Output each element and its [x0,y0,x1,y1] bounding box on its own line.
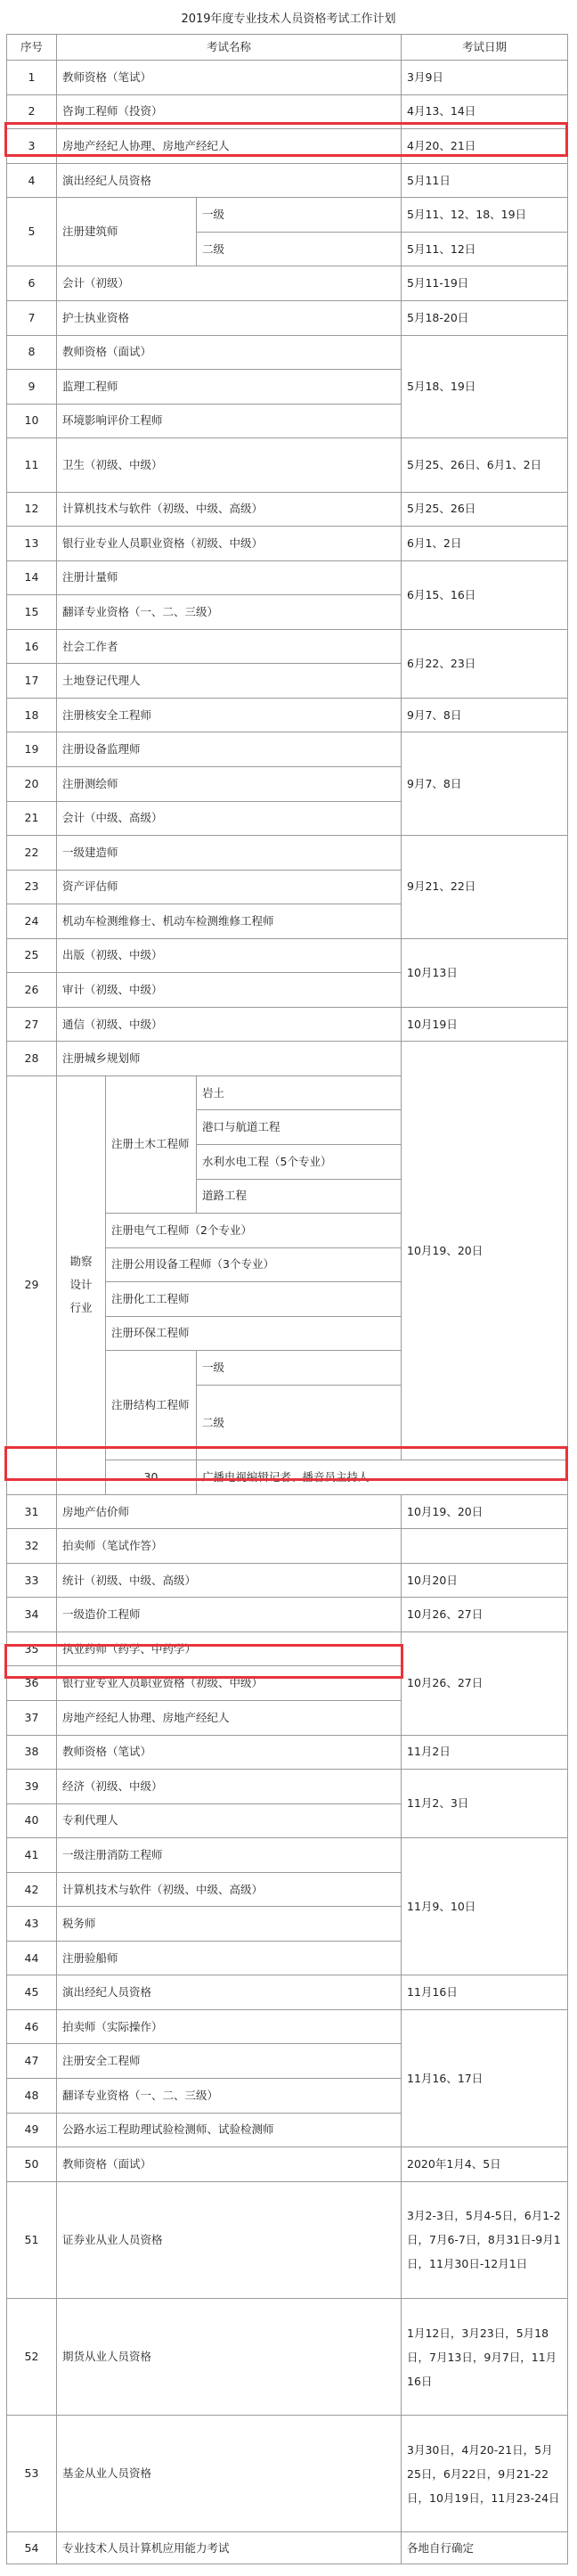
row-seq: 15 [7,595,57,630]
exam-date: 10月19、20日 [402,1042,568,1460]
row-seq: 10 [7,404,57,438]
row-seq: 34 [7,1598,57,1632]
table-row [7,2009,568,2044]
table-row [7,438,568,492]
row-seq: 51 [7,2181,57,2298]
exam-name: 注册城乡规划师 [57,1042,402,1076]
row-seq: 39 [7,1770,57,1804]
row-seq: 20 [7,766,57,801]
exam-date: 11月2、3日 [402,1770,568,1838]
exam-date: 5月18-20日 [402,300,568,335]
exam-date: 2020年1月4、5日 [402,2147,568,2182]
page-title: 2019年度专业技术人员资格考试工作计划 [181,12,396,26]
table-row [7,1735,568,1770]
row-seq: 17 [7,664,57,699]
row-seq: 45 [7,1975,57,2010]
exam-date: 10月13日 [402,938,568,1007]
exam-name: 房地产经纪人协理、房地产经纪人 [57,1701,402,1736]
header-date: 考试日期 [402,35,568,61]
exam-name: 土地登记代理人 [57,664,402,699]
row-seq: 25 [7,938,57,973]
table-row [7,629,568,664]
exam-name: 经济（初级、中级） [57,1770,402,1804]
exam-sub-specialty: 道路工程 [197,1179,402,1214]
table-row [7,129,568,164]
exam-name: 统计（初级、中级、高级） [57,1563,402,1598]
exam-date: 10月20日 [402,1563,568,1598]
exam-date: 4月20、21日 [402,129,568,164]
exam-date: 5月25、26日 [402,492,568,527]
exam-date [402,1529,568,1564]
row-seq: 19 [7,732,57,767]
exam-name: 资产评估师 [57,870,402,904]
table-row [7,1631,568,1666]
exam-name: 注册设备监理师 [57,732,402,767]
row-seq: 28 [7,1042,57,1076]
row-seq: 43 [7,1907,57,1942]
exam-sub-specialty: 水利水电工程（5个专业） [197,1144,402,1179]
exam-date: 5月11、12、18、19日 [402,198,568,233]
row-seq: 14 [7,560,57,595]
table-row [7,2298,568,2415]
table-row [7,61,568,95]
exam-sub-level: 一级 [197,1351,402,1386]
exam-date: 11月16、17日 [402,2009,568,2147]
table-row [7,938,568,973]
row-seq: 42 [7,1872,57,1907]
exam-name: 注册结构工程师 [106,1351,197,1460]
row-seq: 52 [7,2298,57,2415]
table-row [7,2147,568,2182]
row-seq: 41 [7,1838,57,1873]
table-row [7,2532,568,2564]
exam-name: 教师资格（笔试） [57,61,402,95]
row-seq: 30 [106,1460,197,1495]
exam-name: 执业药师（药学、中药学） [57,1631,402,1666]
exam-date: 5月25、26日、6月1、2日 [402,438,568,492]
row-seq: 6 [7,266,57,301]
row-seq: 26 [7,973,57,1008]
exam-name: 税务师 [57,1907,402,1942]
table-row [7,1007,568,1042]
exam-name: 期货从业人员资格 [57,2298,402,2415]
exam-name: 翻译专业资格（一、二、三级） [57,2079,402,2114]
exam-name: 监理工程师 [57,370,402,405]
row-seq: 7 [7,300,57,335]
exam-name: 环境影响评价工程师 [57,404,402,438]
row-seq: 36 [7,1666,57,1701]
table-row [7,1770,568,1804]
table-row [7,1838,568,1873]
exam-name: 一级建造师 [57,836,402,871]
exam-date: 10月26、27日 [402,1631,568,1735]
row-seq: 24 [7,904,57,939]
table-row [7,836,568,871]
exam-name: 房地产估价师 [57,1494,402,1529]
row-seq: 1 [7,61,57,95]
table-row [7,300,568,335]
table-row [7,1494,568,1529]
exam-name: 注册电气工程师（2个专业） [106,1214,402,1248]
exam-sub-level: 一级 [197,198,402,233]
table-row [7,163,568,198]
exam-name: 房地产经纪人协理、房地产经纪人 [57,129,402,164]
exam-date: 9月7、8日 [402,732,568,836]
row-seq: 50 [7,2147,57,2182]
exam-date: 5月11日 [402,163,568,198]
exam-name: 证券业从业人员资格 [57,2181,402,2298]
exam-name: 专利代理人 [57,1803,402,1838]
row-seq: 16 [7,629,57,664]
exam-name: 卫生（初级、中级） [57,438,402,492]
exam-name: 专业技术人员计算机应用能力考试 [57,2532,402,2564]
exam-name: 机动车检测维修士、机动车检测维修工程师 [57,904,402,939]
exam-name: 会计（中级、高级） [57,801,402,836]
table-row [7,732,568,767]
row-seq: 22 [7,836,57,871]
row-seq: 4 [7,163,57,198]
exam-name: 咨询工程师（投资） [57,94,402,129]
exam-group: 勘察设计行业 [57,1075,106,1494]
table-row [7,1563,568,1598]
table-row [7,560,568,595]
exam-date: 3月30日，4月20-21日，5月25日，6月22日，9月21-22日，10月19日，11月23-24日 [402,2416,568,2532]
exam-name: 审计（初级、中级） [57,973,402,1008]
row-seq: 47 [7,2044,57,2079]
exam-name: 注册土木工程师 [106,1075,197,1213]
table-row [7,266,568,301]
exam-name: 护士执业资格 [57,300,402,335]
row-seq: 21 [7,801,57,836]
row-seq: 9 [7,370,57,405]
exam-name: 注册建筑师 [57,198,197,266]
table-row [7,527,568,561]
row-seq: 54 [7,2532,57,2564]
exam-date: 3月9日 [402,61,568,95]
exam-name: 教师资格（面试） [57,335,402,370]
exam-date: 5月18、19日 [402,335,568,438]
exam-name: 注册核安全工程师 [57,698,402,732]
exam-name: 演出经纪人员资格 [57,163,402,198]
exam-name: 计算机技术与软件（初级、中级、高级） [57,1872,402,1907]
row-seq: 49 [7,2113,57,2147]
exam-name: 教师资格（面试） [57,2147,402,2182]
exam-name: 银行业专业人员职业资格（初级、中级） [57,527,402,561]
table-row [7,1529,568,1564]
row-seq: 2 [7,94,57,129]
table-row [7,1598,568,1632]
exam-name: 教师资格（笔试） [57,1735,402,1770]
exam-name: 通信（初级、中级） [57,1007,402,1042]
exam-name: 计算机技术与软件（初级、中级、高级） [57,492,402,527]
row-seq: 48 [7,2079,57,2114]
row-seq: 12 [7,492,57,527]
row-seq: 11 [7,438,57,492]
row-seq: 32 [7,1529,57,1564]
exam-sub-specialty: 港口与航道工程 [197,1110,402,1145]
exam-sub-specialty: 岩土 [197,1075,402,1110]
exam-name: 注册化工工程师 [106,1282,402,1317]
table-row [7,1975,568,2010]
exam-name: 翻译专业资格（一、二、三级） [57,595,402,630]
row-seq: 46 [7,2009,57,2044]
header-name: 考试名称 [57,35,402,61]
table-row [7,198,568,233]
exam-date: 9月7、8日 [402,698,568,732]
exam-name: 一级造价工程师 [57,1598,402,1632]
exam-name: 演出经纪人员资格 [57,1975,402,2010]
exam-date: 11月16日 [402,1975,568,2010]
header-seq: 序号 [7,35,57,61]
table-row [7,492,568,527]
exam-name: 注册环保工程师 [106,1316,402,1351]
exam-name: 会计（初级） [57,266,402,301]
table-row [7,94,568,129]
exam-sub-level: 二级 [197,1385,402,1460]
exam-name: 注册测绘师 [57,766,402,801]
row-seq: 35 [7,1631,57,1666]
exam-date: 10月26、27日 [402,1598,568,1632]
row-seq: 40 [7,1803,57,1838]
exam-name: 注册计量师 [57,560,402,595]
row-seq: 53 [7,2416,57,2532]
exam-name: 注册安全工程师 [57,2044,402,2079]
row-seq: 33 [7,1563,57,1598]
exam-name: 银行业专业人员职业资格（初级、中级） [57,1666,402,1701]
exam-sub-level: 二级 [197,232,402,266]
exam-date: 5月11-19日 [402,266,568,301]
exam-date: 6月15、16日 [402,560,568,629]
exam-name: 广播电视编辑记者、播音员主持人 [197,1460,568,1495]
row-seq: 5 [7,198,57,266]
exam-date: 10月19、20日 [402,1494,568,1529]
row-seq: 18 [7,698,57,732]
exam-name: 注册公用设备工程师（3个专业） [106,1247,402,1282]
exam-date: 5月11、12日 [402,232,568,266]
exam-name: 一级注册消防工程师 [57,1838,402,1873]
exam-name: 拍卖师（笔试作答） [57,1529,402,1564]
exam-name: 拍卖师（实际操作） [57,2009,402,2044]
row-seq: 27 [7,1007,57,1042]
exam-name: 社会工作者 [57,629,402,664]
table-row [7,698,568,732]
exam-name: 注册验船师 [57,1941,402,1975]
exam-date: 各地自行确定 [402,2532,568,2564]
table-header-row [7,35,568,61]
exam-date: 4月13、14日 [402,94,568,129]
exam-date: 10月19日 [402,1007,568,1042]
exam-date: 11月9、10日 [402,1838,568,1975]
exam-date: 3月2-3日，5月4-5日，6月1-2日，7月6-7日，8月31日-9月1日，11月30日-12月1日 [402,2181,568,2298]
row-seq: 29 [7,1075,57,1494]
row-seq: 13 [7,527,57,561]
exam-date: 6月1、2日 [402,527,568,561]
exam-date: 11月2日 [402,1735,568,1770]
row-seq: 44 [7,1941,57,1975]
exam-date: 9月21、22日 [402,836,568,939]
row-seq: 38 [7,1735,57,1770]
exam-name: 基金从业人员资格 [57,2416,402,2532]
table-row [7,2181,568,2298]
row-seq: 37 [7,1701,57,1736]
row-seq: 3 [7,129,57,164]
exam-name: 公路水运工程助理试验检测师、试验检测师 [57,2113,402,2147]
table-row [7,2416,568,2532]
table-row [7,1042,568,1076]
exam-date: 6月22、23日 [402,629,568,698]
exam-name: 出版（初级、中级） [57,938,402,973]
exam-schedule-table [6,34,568,2564]
row-seq: 31 [7,1494,57,1529]
table-row [7,335,568,370]
exam-date: 1月12日，3月23日，5月18日，7月13日，9月7日，11月16日 [402,2298,568,2415]
row-seq: 23 [7,870,57,904]
row-seq: 8 [7,335,57,370]
